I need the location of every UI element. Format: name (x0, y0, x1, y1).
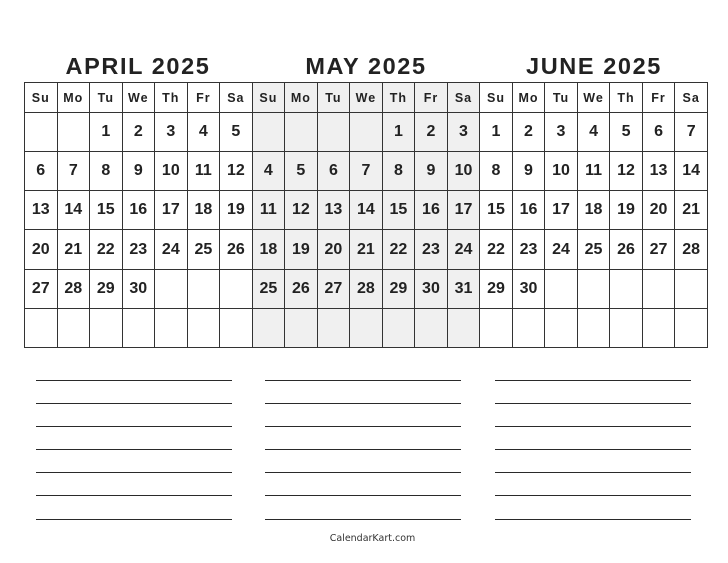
day-cell: 21 (350, 230, 383, 269)
day-cell: 14 (675, 152, 708, 191)
weekday-header: Tu (317, 83, 350, 113)
day-cell: 19 (220, 191, 253, 230)
week-row (25, 152, 708, 191)
day-cell: 24 (545, 230, 578, 269)
weekday-header: Sa (675, 83, 708, 113)
day-cell: 4 (252, 152, 285, 191)
empty-day-cell (155, 308, 188, 347)
day-cell: 14 (350, 191, 383, 230)
day-cell: 21 (675, 191, 708, 230)
empty-day-cell (187, 308, 220, 347)
note-line (36, 472, 232, 473)
day-cell: 17 (545, 191, 578, 230)
empty-day-cell (220, 308, 253, 347)
empty-day-cell (577, 308, 610, 347)
day-cell: 13 (25, 191, 58, 230)
note-line (495, 472, 691, 473)
day-cell: 5 (220, 113, 253, 152)
note-line (495, 403, 691, 404)
empty-day-cell (480, 308, 513, 347)
weekday-header: Th (382, 83, 415, 113)
day-cell: 28 (57, 269, 90, 308)
day-cell: 6 (317, 152, 350, 191)
empty-day-cell (25, 308, 58, 347)
day-cell: 10 (545, 152, 578, 191)
day-cell: 22 (480, 230, 513, 269)
day-cell: 20 (642, 191, 675, 230)
week-row (25, 308, 708, 347)
day-cell: 25 (187, 230, 220, 269)
day-cell: 11 (252, 191, 285, 230)
day-cell: 10 (447, 152, 480, 191)
empty-day-cell (252, 113, 285, 152)
weekday-header: Th (155, 83, 188, 113)
day-cell: 16 (512, 191, 545, 230)
day-cell: 11 (577, 152, 610, 191)
day-cell: 5 (610, 113, 643, 152)
note-line (495, 495, 691, 496)
empty-day-cell (90, 308, 123, 347)
weekday-header: Sa (447, 83, 480, 113)
footer-brand: CalendarKart.com (329, 533, 416, 544)
day-cell: 30 (122, 269, 155, 308)
note-line (265, 495, 461, 496)
day-cell: 20 (25, 230, 58, 269)
day-cell: 25 (577, 230, 610, 269)
day-cell: 4 (187, 113, 220, 152)
day-cell: 30 (415, 269, 448, 308)
month-title-may: MAY 2025 (305, 53, 427, 79)
weekday-header: We (577, 83, 610, 113)
empty-day-cell (350, 113, 383, 152)
day-cell: 9 (415, 152, 448, 191)
day-cell: 13 (317, 191, 350, 230)
day-cell: 2 (512, 113, 545, 152)
day-cell: 22 (90, 230, 123, 269)
week-row (25, 191, 708, 230)
empty-day-cell (447, 308, 480, 347)
weekday-header: Tu (545, 83, 578, 113)
empty-day-cell (545, 269, 578, 308)
day-cell: 24 (155, 230, 188, 269)
empty-day-cell (252, 308, 285, 347)
day-cell: 16 (122, 191, 155, 230)
day-cell: 15 (480, 191, 513, 230)
empty-day-cell (285, 308, 318, 347)
day-cell: 25 (252, 269, 285, 308)
note-line (265, 449, 461, 450)
day-cell: 5 (285, 152, 318, 191)
empty-day-cell (577, 269, 610, 308)
day-cell: 1 (382, 113, 415, 152)
day-cell: 29 (382, 269, 415, 308)
empty-day-cell (317, 113, 350, 152)
day-cell: 18 (577, 191, 610, 230)
day-cell: 6 (642, 113, 675, 152)
empty-day-cell (642, 269, 675, 308)
day-cell: 17 (155, 191, 188, 230)
day-cell: 21 (57, 230, 90, 269)
day-cell: 2 (122, 113, 155, 152)
note-line (36, 495, 232, 496)
weekday-header: Fr (187, 83, 220, 113)
weekday-header: Fr (415, 83, 448, 113)
day-cell: 3 (447, 113, 480, 152)
empty-day-cell (57, 308, 90, 347)
empty-day-cell (415, 308, 448, 347)
empty-day-cell (642, 308, 675, 347)
day-cell: 15 (90, 191, 123, 230)
day-cell: 12 (220, 152, 253, 191)
day-cell: 31 (447, 269, 480, 308)
month-titles (24, 52, 708, 82)
day-cell: 13 (642, 152, 675, 191)
note-line (265, 426, 461, 427)
day-cell: 19 (610, 191, 643, 230)
day-cell: 19 (285, 230, 318, 269)
month-title-june: JUNE 2025 (526, 53, 662, 79)
day-cell: 29 (90, 269, 123, 308)
weekday-header: Fr (642, 83, 675, 113)
day-cell: 27 (317, 269, 350, 308)
empty-day-cell (155, 269, 188, 308)
day-cell: 22 (382, 230, 415, 269)
week-row (25, 269, 708, 308)
day-cell: 28 (350, 269, 383, 308)
day-cell: 7 (57, 152, 90, 191)
weekday-header: We (350, 83, 383, 113)
day-cell: 9 (512, 152, 545, 191)
day-cell: 14 (57, 191, 90, 230)
weekday-header-row (25, 83, 708, 113)
day-cell: 26 (220, 230, 253, 269)
note-line (36, 380, 232, 381)
day-cell: 12 (285, 191, 318, 230)
day-cell: 28 (675, 230, 708, 269)
week-row (25, 230, 708, 269)
empty-day-cell (285, 113, 318, 152)
note-line (36, 403, 232, 404)
day-cell: 15 (382, 191, 415, 230)
day-cell: 4 (577, 113, 610, 152)
note-line (495, 449, 691, 450)
day-cell: 8 (480, 152, 513, 191)
weekday-header: Su (480, 83, 513, 113)
weekday-header: Su (25, 83, 58, 113)
empty-day-cell (610, 308, 643, 347)
note-line (495, 426, 691, 427)
day-cell: 27 (25, 269, 58, 308)
empty-day-cell (675, 269, 708, 308)
day-cell: 18 (252, 230, 285, 269)
note-line (265, 403, 461, 404)
day-cell: 8 (90, 152, 123, 191)
note-line (36, 426, 232, 427)
day-cell: 1 (90, 113, 123, 152)
weekday-header: Th (610, 83, 643, 113)
weekday-header: Su (252, 83, 285, 113)
day-cell: 27 (642, 230, 675, 269)
day-cell: 2 (415, 113, 448, 152)
weekday-header: Sa (220, 83, 253, 113)
calendar-body (25, 113, 708, 348)
day-cell: 3 (155, 113, 188, 152)
empty-day-cell (675, 308, 708, 347)
note-line (265, 519, 461, 520)
day-cell: 23 (122, 230, 155, 269)
day-cell: 23 (512, 230, 545, 269)
note-line (265, 380, 461, 381)
weekday-header: Tu (90, 83, 123, 113)
empty-day-cell (382, 308, 415, 347)
day-cell: 16 (415, 191, 448, 230)
empty-day-cell (350, 308, 383, 347)
note-line (495, 380, 691, 381)
calendar-grid (24, 82, 708, 348)
day-cell: 8 (382, 152, 415, 191)
day-cell: 1 (480, 113, 513, 152)
day-cell: 24 (447, 230, 480, 269)
note-line (265, 472, 461, 473)
empty-day-cell (122, 308, 155, 347)
note-line (36, 519, 232, 520)
day-cell: 26 (610, 230, 643, 269)
month-title-april: APRIL 2025 (65, 53, 211, 79)
day-cell: 7 (675, 113, 708, 152)
day-cell: 11 (187, 152, 220, 191)
empty-day-cell (187, 269, 220, 308)
day-cell: 3 (545, 113, 578, 152)
note-line (36, 449, 232, 450)
empty-day-cell (57, 113, 90, 152)
day-cell: 12 (610, 152, 643, 191)
empty-day-cell (610, 269, 643, 308)
day-cell: 18 (187, 191, 220, 230)
day-cell: 26 (285, 269, 318, 308)
week-row (25, 113, 708, 152)
day-cell: 17 (447, 191, 480, 230)
weekday-header: We (122, 83, 155, 113)
weekday-header: Mo (285, 83, 318, 113)
empty-day-cell (545, 308, 578, 347)
day-cell: 7 (350, 152, 383, 191)
day-cell: 29 (480, 269, 513, 308)
weekday-header: Mo (512, 83, 545, 113)
day-cell: 30 (512, 269, 545, 308)
day-cell: 9 (122, 152, 155, 191)
empty-day-cell (512, 308, 545, 347)
empty-day-cell (25, 113, 58, 152)
day-cell: 6 (25, 152, 58, 191)
note-line (495, 519, 691, 520)
day-cell: 10 (155, 152, 188, 191)
day-cell: 23 (415, 230, 448, 269)
empty-day-cell (317, 308, 350, 347)
weekday-header: Mo (57, 83, 90, 113)
day-cell: 20 (317, 230, 350, 269)
empty-day-cell (220, 269, 253, 308)
